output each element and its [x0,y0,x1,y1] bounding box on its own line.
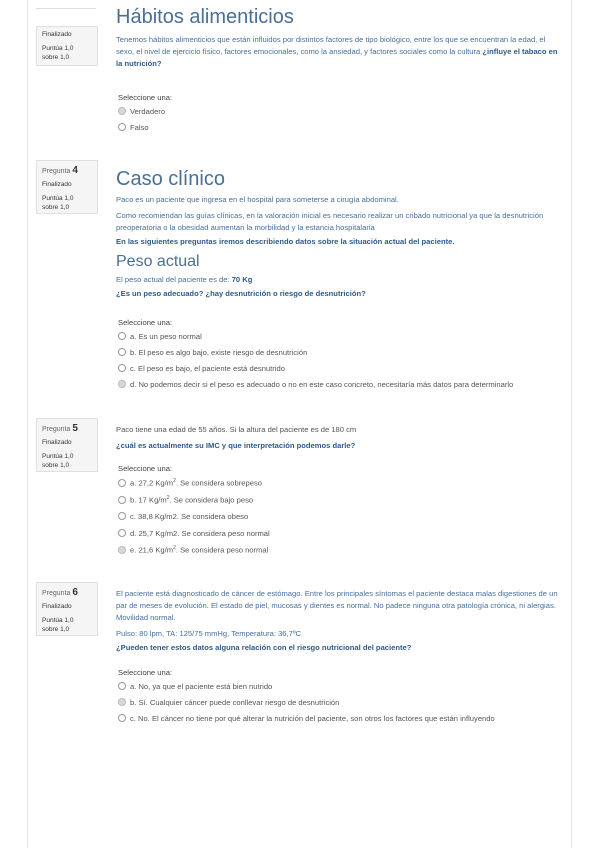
radio-icon[interactable] [118,529,126,537]
question-prompt: ¿cuál es actualmente su IMC y que interpretación podemos darle? [116,441,356,450]
radio-icon[interactable] [118,123,126,131]
option-a[interactable] [118,682,272,691]
option-label: c. 38,8 Kg/m2. Se considera obeso [130,512,249,521]
question-number-value: 4 [72,165,78,176]
select-label: Seleccione una: [118,318,173,327]
question-prompt: ¿Pueden tener estos datos alguna relación con el riesgo nutricional del paciente? [116,643,412,652]
option-label-suffix: . Se considera peso normal [175,545,269,555]
mark-line-2: sobre 1,0 [42,626,70,633]
question-number [42,587,92,598]
question-paragraph-2: Como recomiendan las guías clínicas, en la valoración inicial es necesario realizar un cribado nutricional ya que la desnutrición preoperatoria o la obesidad aumentan la morbilidad y la estancia hospitalaria [116,211,544,232]
option-d[interactable] [118,529,270,538]
radio-icon[interactable] [118,682,126,690]
mark-line-1: Puntúa 1,0 [42,45,74,52]
question-mark [42,452,92,470]
question-5-info [36,418,98,472]
question-5-content [116,424,561,452]
option-c[interactable] [118,512,248,521]
option-label: c. No. El cáncer no tiene por qué alterar la nutrición del paciente, son otros los factores que están influyendo [130,714,495,723]
option-a[interactable] [118,478,262,488]
option-a[interactable] [118,332,202,341]
mark-line-1: Puntúa 1,0 [42,195,74,202]
question-title: Caso clínico [116,168,225,190]
select-label: Seleccione una: [118,93,173,102]
question-title: Hábitos alimenticios [116,6,294,28]
question-mark [42,616,92,634]
weight-value: 70 Kg [231,275,253,284]
radio-checked-icon[interactable] [118,107,126,115]
question-6-content [116,588,561,654]
question-paragraph-3: En las siguientes preguntas iremos describiendo datos sobre la situación actual del paciente. [116,237,455,246]
question-6-info [36,582,98,636]
question-number-value: 6 [72,587,78,598]
question-prompt: ¿influye el tabaco en la nutrición? [116,47,558,68]
option-e[interactable] [118,545,268,555]
option-false[interactable] [118,123,149,132]
select-label: Seleccione una: [118,464,173,473]
weight-line [116,274,561,286]
option-d[interactable] [118,380,513,389]
question-text: El paciente está diagnosticado de cáncer de estómago. Entre los principales síntomas el paciente destaca malas digestiones de un par de meses de evolución. El estado de piel, mucosas y dientes es normal. No padece ninguna otra patología crónica, ni alergias. Movilidad normal. [116,589,558,622]
radio-checked-icon[interactable] [118,546,126,554]
option-true[interactable] [118,107,165,116]
radio-icon[interactable] [118,496,126,504]
option-label: d. 25,7 Kg/m2. Se considera peso normal [130,529,270,538]
mark-line-2: sobre 1,0 [42,204,70,211]
question-4-info [36,160,98,214]
question-number [42,423,92,434]
question-mark [42,44,92,62]
radio-icon[interactable] [118,479,126,487]
option-label: b. Sí. Cualquier cáncer puede conllevar riesgo de desnutrición [130,698,340,707]
option-label: c. El peso es bajo, el paciente está desnutrido [130,364,285,373]
radio-checked-icon[interactable] [118,380,126,388]
mark-line-2: sobre 1,0 [42,462,70,469]
radio-icon[interactable] [118,332,126,340]
option-label-suffix: . Se considera bajo peso [169,495,254,505]
radio-icon[interactable] [118,364,126,372]
question-text [116,34,561,70]
mark-line-1: Puntúa 1,0 [42,453,74,460]
option-b[interactable] [118,698,339,707]
question-text: Paco tiene una edad de 55 años. Si la altura del paciente es de 180 cm [116,425,357,434]
question-subtitle: Peso actual [116,253,200,270]
option-label: Falso [130,123,149,132]
question-number-label: Pregunta [42,426,71,433]
question-3-info [36,26,98,66]
option-c[interactable] [118,364,285,373]
question-3-content [116,6,561,70]
radio-checked-icon[interactable] [118,698,126,706]
question-state: Finalizado [42,181,72,188]
question-prompt: ¿Es un peso adecuado? ¿hay desnutrición o riesgo de desnutrición? [116,289,366,298]
option-b[interactable] [118,348,307,357]
weight-text: El peso actual del paciente es de: [116,275,230,284]
option-label: a. 27,2 Kg/m [130,478,174,488]
option-label: e. 21,6 Kg/m [130,545,174,555]
vitals-text: Pulso: 80 lpm, TA: 125/75 mmHg, Temperatura: 36,7ºC [116,629,302,638]
question-state: Finalizado [42,603,72,610]
question-number-label: Pregunta [42,590,71,597]
question-4-content [116,166,561,300]
question-number-value: 5 [72,423,78,434]
superscript: 2 [166,495,170,501]
option-label-suffix: . Se considera sobrepeso [175,478,262,488]
option-label: Verdadero [130,107,166,116]
question-number-label: Pregunta [42,168,71,175]
option-label: b. El peso es algo bajo, existe riesgo de desnutrición [130,348,308,357]
question-number [42,165,92,176]
question-body: Tenemos hábitos alimenticios que están influidos por distintos factores de tipo biológico, entre los que se encuentran la edad, el sexo, el nivel de ejercicio físico, factores emocionales, como la ansiedad, y factores sociales como la cultura [116,35,546,56]
option-label: b. 17 Kg/m [130,495,167,505]
option-b[interactable] [118,495,253,505]
radio-icon[interactable] [118,348,126,356]
option-label: d. No podemos decir si el peso es adecuado o no en este caso concreto, necesitaría más datos para determinarlo [130,380,514,389]
question-paragraph-1: Paco es un paciente que ingresa en el hospital para someterse a cirugía abdominal. [116,195,399,204]
superscript: 2 [173,478,176,484]
select-label: Seleccione una: [118,668,173,677]
option-label: a. No, ya que el paciente está bien nutrido [130,682,273,691]
mark-line-2: sobre 1,0 [42,54,70,61]
question-state: Finalizado [42,439,72,446]
question-state: Finalizado [42,31,72,38]
mark-line-1: Puntúa 1,0 [42,617,74,624]
radio-icon[interactable] [118,714,126,722]
option-label: a. Es un peso normal [130,332,202,341]
option-c[interactable] [118,714,495,723]
question-mark [42,194,92,212]
superscript: 2 [173,545,176,551]
radio-icon[interactable] [118,512,126,520]
divider [36,8,96,9]
